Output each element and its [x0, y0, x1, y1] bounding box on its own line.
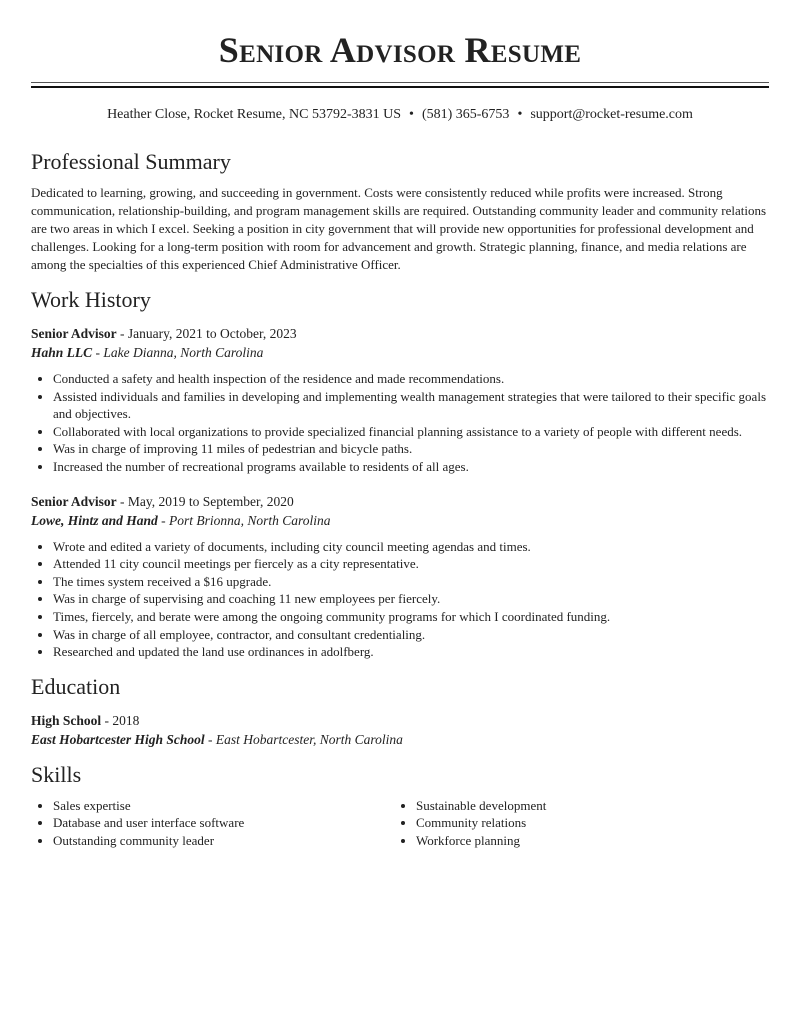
school-line: [31, 730, 769, 749]
list-item: • Times, fiercely, and berate were among the ongoing community programs for which I coordinated funding.: [53, 608, 769, 626]
skills-column-left: [31, 797, 394, 850]
contact-line: [31, 106, 769, 124]
section-heading-work: Work History: [31, 287, 151, 312]
company-name: Lowe, Hintz and Hand: [31, 512, 158, 528]
company-line: [31, 343, 769, 362]
skill-item: • Workforce planning: [416, 832, 546, 850]
education-entry: [31, 711, 769, 749]
list-item: • Collaborated with local organizations to provide specialized financial planning assistance to a variety of people with different needs.: [53, 423, 769, 441]
list-item: • Wrote and edited a variety of documents, including city council meeting agendas and times.: [53, 538, 769, 556]
school-location: - East Hobartcester, North Carolina: [204, 731, 403, 747]
job-dates: - January, 2021 to October, 2023: [116, 326, 297, 341]
company-line: [31, 511, 769, 530]
job-bullets: [31, 370, 769, 476]
company-location: - Lake Dianna, North Carolina: [92, 345, 264, 360]
skill-item: • Community relations: [416, 814, 546, 832]
graduation-year: - 2018: [101, 712, 140, 728]
job-title: Senior Advisor: [31, 493, 117, 509]
list-item: • Researched and updated the land use ordinances in adolfberg.: [53, 643, 769, 661]
school-name: East Hobartcester High School: [31, 731, 205, 747]
job-dates: - May, 2019 to September, 2020: [116, 493, 294, 509]
contact-email[interactable]: support@rocket-resume.com: [530, 107, 693, 122]
header-rule-thin: [31, 82, 769, 83]
job-title: Senior Advisor: [31, 326, 117, 341]
job-entry: [31, 324, 769, 476]
degree-line: [31, 711, 769, 730]
header-rule-thick: [31, 86, 769, 88]
contact-phone: (581) 365-6753: [421, 107, 510, 122]
resume-title: Senior Advisor Resume: [218, 30, 582, 70]
skill-item: • Outstanding community leader: [53, 832, 394, 850]
summary-text: Dedicated to learning, growing, and succeeding in government. Costs were consistently reduced while profits were increased. Strong communication, relationship-building, and program management skills are required. Outstanding community leader and community relations are two areas in which I excel. Seeking a position in city government that will provide new opportunities for professional development and challenges. Looking for a long-term position with room for advancement and growth. Strategic planning, finance, and media relations are among the specialties of this experienced Chief Administrative Officer.: [31, 185, 767, 272]
list-item: • Conducted a safety and health inspection of the residence and made recommendations.: [53, 370, 769, 388]
job-bullets: [31, 538, 769, 661]
contact-address: Heather Close, Rocket Resume, NC 53792-3831 US: [107, 107, 402, 122]
skill-item: • Database and user interface software: [53, 814, 394, 832]
skills-column-right: [394, 797, 546, 850]
skills-grid: [31, 797, 769, 850]
degree: High School: [31, 712, 102, 728]
section-heading-summary: Professional Summary: [31, 149, 231, 174]
list-item: • Attended 11 city council meetings per fiercely as a city representative.: [53, 555, 769, 573]
list-item: • Was in charge of all employee, contractor, and consultant credentialing.: [53, 626, 769, 644]
section-heading-skills: Skills: [31, 761, 82, 787]
job-entry: [31, 492, 769, 661]
list-item: • The times system received a $16 upgrade.: [53, 573, 769, 591]
list-item: • Assisted individuals and families in developing and implementing wealth management strategies that were tailored to their specific goals and objectives.: [53, 388, 769, 423]
list-item: • Was in charge of improving 11 miles of pedestrian and bicycle paths.: [53, 440, 769, 458]
job-title-line: [31, 324, 769, 343]
skill-item: • Sustainable development: [416, 797, 546, 815]
company-name: Hahn LLC: [31, 345, 93, 360]
bullet-separator: •: [517, 107, 523, 122]
list-item: • Was in charge of supervising and coaching 11 new employees per fiercely.: [53, 590, 769, 608]
skill-item: • Sales expertise: [53, 797, 394, 815]
job-title-line: [31, 492, 769, 511]
company-location: - Port Brionna, North Carolina: [157, 512, 331, 528]
bullet-separator: •: [409, 107, 414, 122]
list-item: • Increased the number of recreational programs available to residents of all ages.: [53, 458, 769, 476]
section-heading-education: Education: [31, 673, 121, 699]
